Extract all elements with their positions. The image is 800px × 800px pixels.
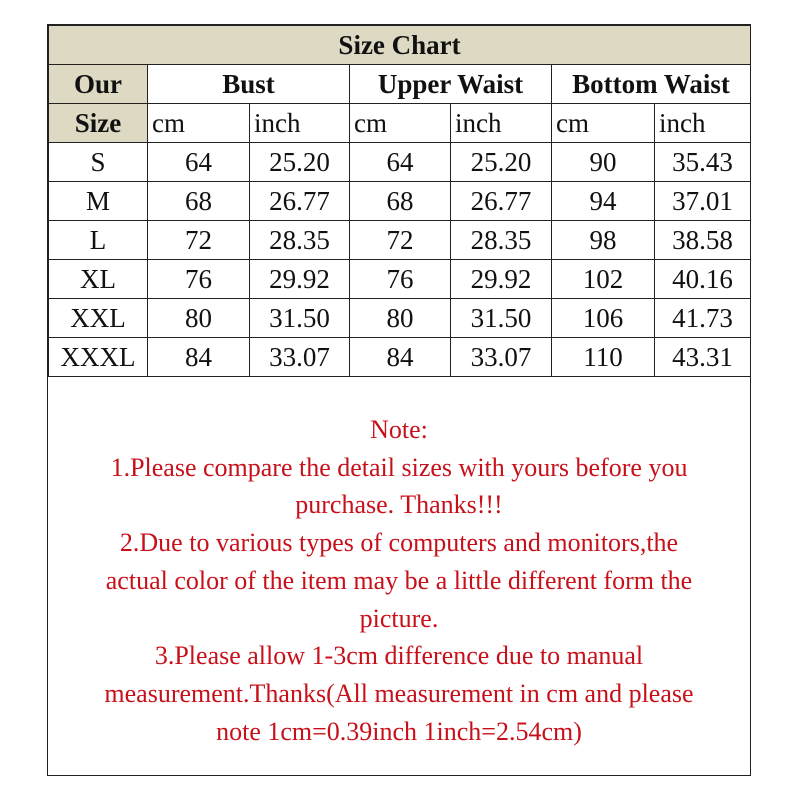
measurement-cell: 31.50 (250, 299, 350, 338)
measurement-cell: 25.20 (451, 143, 552, 182)
measurement-cell: 33.07 (250, 338, 350, 377)
note-line: measurement.Thanks(All measurement in cm and please (104, 678, 694, 708)
group-header-row (49, 65, 751, 104)
measurement-cell: 102 (552, 260, 655, 299)
measurement-cell: 28.35 (250, 221, 350, 260)
size-label-cell: XXL (49, 299, 148, 338)
measurement-cell: 80 (148, 299, 250, 338)
unit-cell: inch (655, 104, 751, 143)
measurement-cell: 98 (552, 221, 655, 260)
measurement-cell: 29.92 (451, 260, 552, 299)
measurement-cell: 43.31 (655, 338, 751, 377)
measurement-cell: 84 (350, 338, 451, 377)
size-label-cell: L (49, 221, 148, 260)
size-label-cell: M (49, 182, 148, 221)
measurement-cell: 76 (148, 260, 250, 299)
measurement-cell: 106 (552, 299, 655, 338)
table-row (49, 338, 751, 377)
measurement-cell: 64 (148, 143, 250, 182)
size-label-cell: XXXL (49, 338, 148, 377)
note-line: 2.Due to various types of computers and monitors,the (119, 528, 679, 558)
title-row (49, 26, 751, 65)
measurement-cell: 25.20 (250, 143, 350, 182)
measurement-cell: 76 (350, 260, 451, 299)
size-label-cell: S (49, 143, 148, 182)
note-line: purchase. Thanks!!! (295, 490, 503, 520)
upper-waist-header: Upper Waist (350, 65, 552, 104)
unit-cell: cm (552, 104, 655, 143)
measurement-cell: 68 (350, 182, 451, 221)
unit-header-row (49, 104, 751, 143)
bottom-waist-header: Bottom Waist (552, 65, 751, 104)
our-size-header-bottom: Size (49, 104, 148, 143)
size-label-cell: XL (49, 260, 148, 299)
note-line: note 1cm=0.39inch 1inch=2.54cm) (216, 716, 582, 746)
table-row (49, 221, 751, 260)
measurement-cell: 64 (350, 143, 451, 182)
measurement-cell: 80 (350, 299, 451, 338)
measurement-cell: 26.77 (451, 182, 552, 221)
measurement-cell: 28.35 (451, 221, 552, 260)
table-row (49, 260, 751, 299)
table-row (49, 143, 751, 182)
measurement-cell: 37.01 (655, 182, 751, 221)
size-table (48, 25, 751, 377)
measurement-cell: 84 (148, 338, 250, 377)
measurement-cell: 29.92 (250, 260, 350, 299)
measurement-cell: 40.16 (655, 260, 751, 299)
note-line: 3.Please allow 1-3cm difference due to manual (154, 641, 644, 671)
measurement-cell: 72 (148, 221, 250, 260)
note-line: actual color of the item may be a little different form the (105, 565, 693, 595)
unit-cell: cm (350, 104, 451, 143)
chart-title: Size Chart (49, 26, 751, 65)
note-line: 1.Please compare the detail sizes with yours before you (110, 452, 688, 482)
size-chart-sheet (47, 24, 751, 776)
unit-cell: inch (250, 104, 350, 143)
our-size-header-top: Our (49, 65, 148, 104)
measurement-cell: 38.58 (655, 221, 751, 260)
unit-cell: inch (451, 104, 552, 143)
size-rows (49, 143, 751, 377)
measurement-cell: 33.07 (451, 338, 552, 377)
measurement-cell: 41.73 (655, 299, 751, 338)
table-row (49, 182, 751, 221)
measurement-cell: 35.43 (655, 143, 751, 182)
measurement-cell: 26.77 (250, 182, 350, 221)
measurement-cell: 94 (552, 182, 655, 221)
measurement-cell: 68 (148, 182, 250, 221)
bust-header: Bust (148, 65, 350, 104)
measurement-cell: 72 (350, 221, 451, 260)
unit-cell: cm (148, 104, 250, 143)
measurement-cell: 31.50 (451, 299, 552, 338)
measurement-cell: 90 (552, 143, 655, 182)
note-block (48, 411, 750, 750)
note-line: picture. (359, 603, 439, 633)
measurement-cell: 110 (552, 338, 655, 377)
table-row (49, 299, 751, 338)
note-heading: Note: (370, 415, 428, 444)
